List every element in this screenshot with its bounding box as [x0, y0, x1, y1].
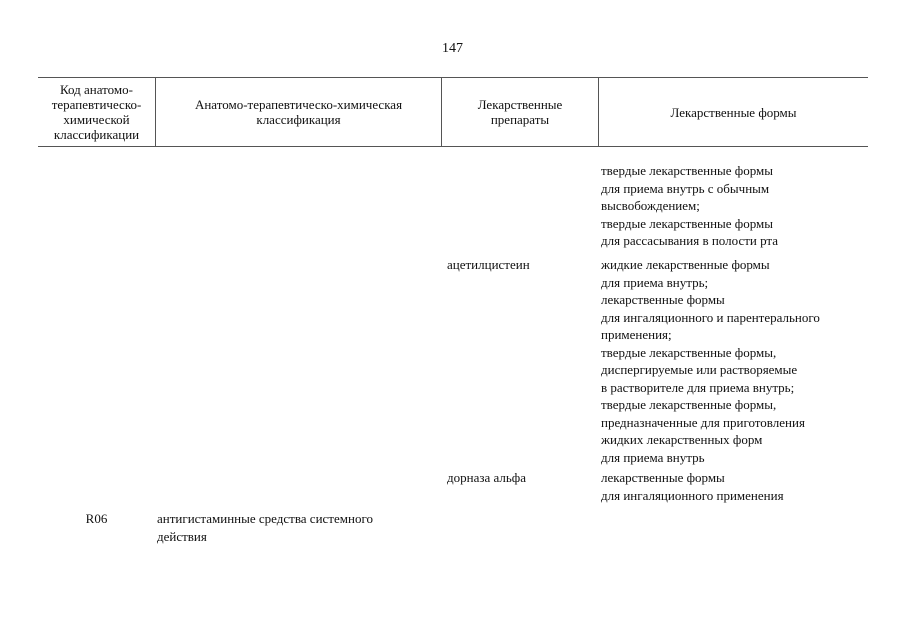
- row-classification: [155, 256, 441, 466]
- table-row: [38, 469, 868, 504]
- row-code: [38, 256, 155, 466]
- row-classification: антигистаминные средства системного действия: [157, 511, 373, 544]
- header-drugs: Лекарственные препараты: [441, 78, 598, 146]
- row-drug: [441, 510, 598, 545]
- row-code: R06: [85, 511, 108, 526]
- header-atc-code: Код анатомо- терапевтическо- химической классификации: [51, 82, 142, 142]
- table-header: [38, 77, 868, 147]
- row-drug: ацетилцистеин: [447, 257, 530, 272]
- row-forms: жидкие лекарственные формы для приема внутрь; лекарственные формы для ингаляционного и парентерального применения; твердые лекарственные формы, диспергируемые или растворяемые в растворителе для приема внутрь; твердые лекарственные формы, предназначенные для приготовления жидких лекарственных форм для приема внутрь: [601, 257, 820, 465]
- table-row: [38, 510, 868, 545]
- row-classification: [155, 469, 441, 504]
- table-row: [38, 256, 868, 466]
- header-dosage-forms: Лекарственные формы: [598, 78, 868, 146]
- row-forms: лекарственные формы для ингаляционного применения: [601, 470, 784, 503]
- row-drug: дорназа альфа: [447, 470, 526, 485]
- row-code: [38, 469, 155, 504]
- row-code: [38, 162, 155, 250]
- row-forms: твердые лекарственные формы для приема внутрь с обычным высвобождением; твердые лекарственные формы для рассасывания в полости рта: [601, 163, 779, 248]
- page-number: 147: [442, 41, 463, 56]
- table-row: [38, 162, 868, 250]
- row-classification: [155, 162, 441, 250]
- header-atc-classification: Анатомо-терапевтическо-химическая классификация: [155, 78, 441, 146]
- row-forms: [598, 510, 868, 545]
- row-drug: [441, 162, 598, 250]
